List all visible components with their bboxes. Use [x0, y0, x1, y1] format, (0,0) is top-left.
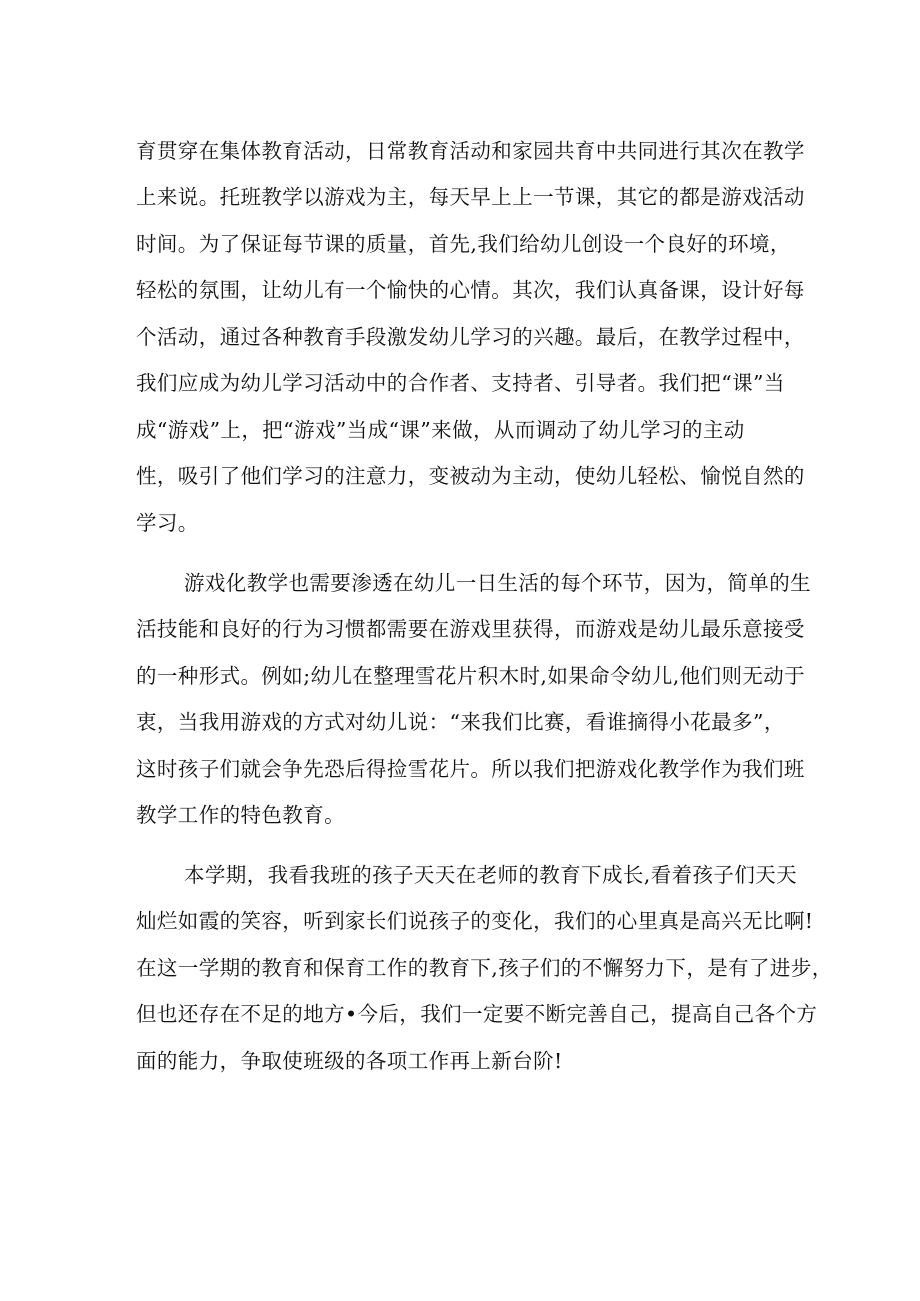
text-line: 活技能和良好的行为习惯都需要在游戏里获得，而游戏是幼儿最乐意接受 — [136, 617, 805, 641]
text-line: 面的能力，争取使班级的各项工作再上新台阶! — [136, 1049, 563, 1073]
text-line: 我们应成为幼儿学习活动中的合作者、支持者、引导者。我们把“课”当 — [136, 371, 785, 395]
text-line: 灿烂如霞的笑容，听到家长们说孩子的变化，我们的心里真是高兴无比啊! — [136, 909, 814, 933]
text-line: 上来说。托班教学以游戏为主，每天早上上一节课，其它的都是游戏活动 — [136, 185, 805, 209]
paragraph-start-line: 本学期，我看我班的孩子天天在老师的教育下成长,看着孩子们天天 — [184, 863, 798, 887]
text-line: 个活动，通过各种教育手段激发幼儿学习的兴趣。最后，在教学过程中， — [136, 325, 805, 349]
text-line: 这时孩子们就会争先恐后得捡雪花片。所以我们把游戏化教学作为我们班 — [136, 757, 805, 781]
text-line: 育贯穿在集体教育活动，日常教育活动和家园共育中共同进行其次在教学 — [136, 139, 805, 163]
text-line: 在这一学期的教育和保育工作的教育下,孩子们的不懈努力下，是有了进步， — [136, 956, 833, 980]
text-line: 成“游戏”上，把“游戏”当成“课”来做，从而调动了幼儿学习的主动 — [136, 418, 745, 442]
text-line: 时间。为了保证每节课的质量，首先,我们给幼儿创设一个良好的环境， — [136, 232, 791, 256]
text-line: 衷，当我用游戏的方式对幼儿说：“来我们比赛，看谁摘得小花最多”， — [136, 710, 785, 734]
text-line: 的一种形式。例如;幼儿在整理雪花片积木时,如果命令幼儿,他们则无动于 — [136, 664, 806, 688]
text-line: 性，吸引了他们学习的注意力，变被动为主动，使幼儿轻松、愉悦自然的 — [136, 464, 805, 488]
text-line: 教学工作的特色教育。 — [136, 803, 345, 827]
text-line: 轻松的氛围，让幼儿有一个愉快的心情。其次，我们认真备课，设计好每 — [136, 278, 805, 302]
paragraph-start-line: 游戏化教学也需要渗透在幼儿一日生活的每个环节，因为，简单的生 — [184, 571, 811, 595]
text-line: 但也还存在不足的地方•今后，我们一定要不断完善自己，提高自己各个方 — [136, 1002, 818, 1026]
text-line: 学习。 — [136, 511, 199, 535]
